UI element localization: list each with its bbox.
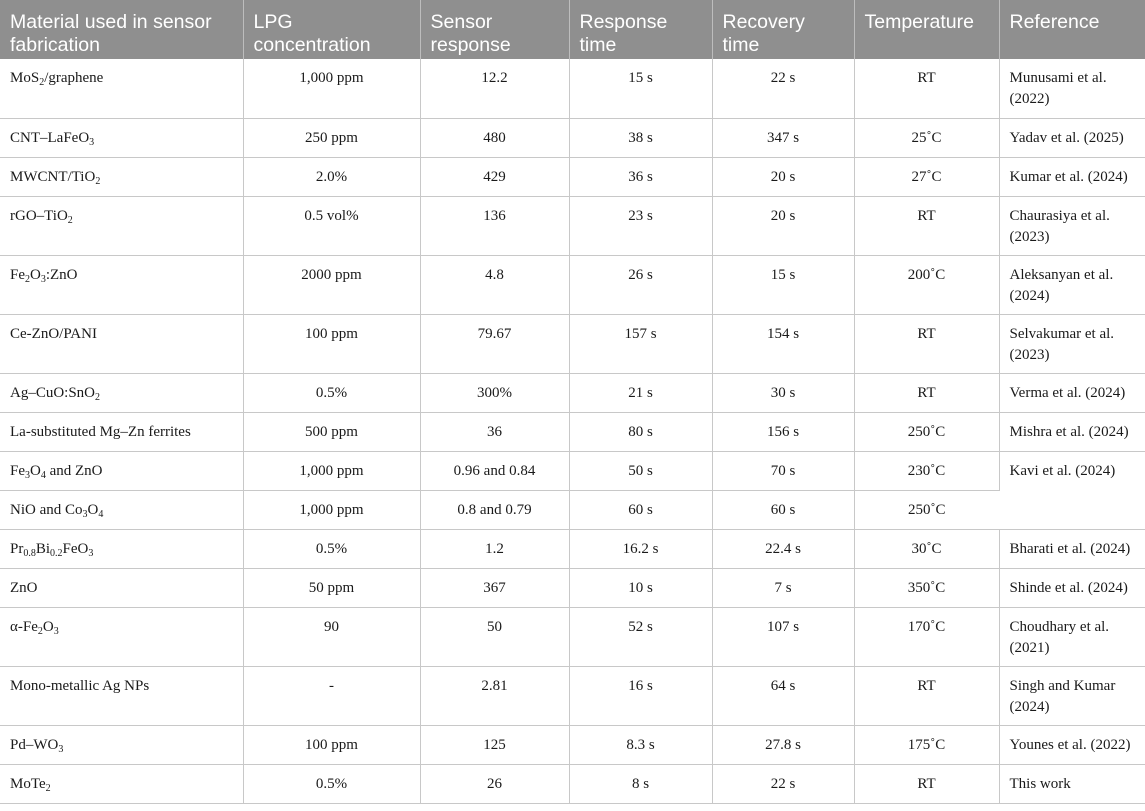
table-row [0, 118, 1145, 157]
cell-temperature: 230˚C [854, 451, 999, 490]
cell-reference: Aleksanyan et al. (2024) [999, 255, 1145, 314]
cell-response-time: 16.2 s [569, 529, 712, 568]
cell-lpg-concentration: 100 ppm [243, 314, 420, 373]
cell-response-time: 36 s [569, 157, 712, 196]
cell-reference: Bharati et al. (2024) [999, 529, 1145, 568]
cell-sensor-response: 300% [420, 373, 569, 412]
cell-recovery-time: 60 s [712, 490, 854, 529]
cell-response-time: 23 s [569, 196, 712, 255]
material-subscript: 3 [53, 625, 59, 637]
header-sensor-response: Sensor response [420, 0, 569, 59]
table-row [0, 607, 1145, 666]
material-text: O [42, 618, 54, 635]
material-subscript: 3 [89, 136, 95, 148]
material-subscript: 2 [39, 77, 45, 88]
cell-sensor-response: 2.81 [420, 666, 569, 725]
cell-temperature: 25˚C [854, 118, 999, 157]
cell-material [0, 373, 243, 412]
table-body [0, 59, 1145, 803]
cell-temperature: 27˚C [854, 157, 999, 196]
cell-reference: Selvakumar et al. (2023) [999, 314, 1145, 373]
cell-lpg-concentration: 1,000 ppm [243, 451, 420, 490]
cell-sensor-response: 0.96 and 0.84 [420, 451, 569, 490]
cell-recovery-time: 22 s [712, 59, 854, 118]
table-row [0, 490, 1145, 529]
cell-temperature: 250˚C [854, 412, 999, 451]
cell-response-time: 38 s [569, 118, 712, 157]
cell-recovery-time: 107 s [712, 607, 854, 666]
table-row [0, 451, 1145, 490]
table-row [0, 59, 1145, 118]
material-text: Fe [10, 266, 25, 283]
cell-temperature: 200˚C [854, 255, 999, 314]
material-text: O [30, 462, 41, 479]
material-subscript: 2 [67, 214, 73, 226]
material-subscript: 3 [40, 273, 46, 285]
cell-sensor-response: 429 [420, 157, 569, 196]
cell-material [0, 568, 243, 607]
cell-material [0, 118, 243, 157]
cell-lpg-concentration: 90 [243, 607, 420, 666]
material-text: Pd–WO [10, 736, 59, 753]
cell-reference: Chaurasiya et al. (2023) [999, 196, 1145, 255]
cell-recovery-time: 20 s [712, 157, 854, 196]
cell-recovery-time: 70 s [712, 451, 854, 490]
cell-reference: Younes et al. (2022) [999, 725, 1145, 764]
material-text: and ZnO [45, 462, 103, 479]
cell-response-time: 8.3 s [569, 725, 712, 764]
material-text: CNT–LaFeO [10, 129, 90, 146]
cell-temperature: RT [854, 59, 999, 118]
material-text: Ce-ZnO/PANI [10, 325, 97, 342]
cell-material [0, 451, 243, 490]
table-row [0, 412, 1145, 451]
material-text: MoTe [10, 775, 46, 792]
header-reference: Reference [999, 0, 1145, 59]
cell-recovery-time: 64 s [712, 666, 854, 725]
cell-recovery-time: 22.4 s [712, 529, 854, 568]
material-text: Mono-metallic Ag NPs [10, 677, 150, 694]
material-subscript: 3 [82, 508, 88, 520]
cell-recovery-time: 154 s [712, 314, 854, 373]
cell-sensor-response: 125 [420, 725, 569, 764]
material-text: Fe [10, 462, 25, 479]
table-row [0, 157, 1145, 196]
cell-temperature: 170˚C [854, 607, 999, 666]
cell-response-time: 26 s [569, 255, 712, 314]
cell-material [0, 490, 243, 529]
cell-temperature: 175˚C [854, 725, 999, 764]
header-lpg-concentration: LPG concentration [243, 0, 420, 59]
cell-material [0, 764, 243, 803]
cell-material [0, 157, 243, 196]
cell-sensor-response: 1.2 [420, 529, 569, 568]
material-text: α-Fe [10, 618, 38, 635]
cell-sensor-response: 79.67 [420, 314, 569, 373]
cell-material [0, 59, 243, 118]
cell-response-time: 16 s [569, 666, 712, 725]
cell-recovery-time: 22 s [712, 764, 854, 803]
cell-sensor-response: 480 [420, 118, 569, 157]
material-subscript: 3 [58, 743, 64, 755]
cell-sensor-response: 50 [420, 607, 569, 666]
cell-lpg-concentration: 0.5% [243, 529, 420, 568]
material-subscript: 4 [98, 508, 104, 520]
cell-lpg-concentration: 500 ppm [243, 412, 420, 451]
material-subscript: 3 [25, 469, 30, 481]
cell-recovery-time: 20 s [712, 196, 854, 255]
material-text: O [87, 501, 99, 518]
material-text: MWCNT/TiO [10, 168, 96, 185]
header-row [0, 0, 1145, 59]
material-subscript: 4 [40, 469, 46, 481]
material-subscript: 3 [88, 547, 94, 559]
cell-response-time: 50 s [569, 451, 712, 490]
cell-sensor-response: 36 [420, 412, 569, 451]
cell-reference: Choudhary et al. (2021) [999, 607, 1145, 666]
cell-material [0, 607, 243, 666]
cell-lpg-concentration: 50 ppm [243, 568, 420, 607]
table-row [0, 373, 1145, 412]
cell-response-time: 157 s [569, 314, 712, 373]
cell-material [0, 666, 243, 725]
cell-lpg-concentration: 2000 ppm [243, 255, 420, 314]
cell-reference: Shinde et al. (2024) [999, 568, 1145, 607]
cell-material [0, 314, 243, 373]
cell-response-time: 15 s [569, 59, 712, 118]
cell-lpg-concentration: 0.5% [243, 373, 420, 412]
table-row [0, 314, 1145, 373]
cell-recovery-time: 7 s [712, 568, 854, 607]
material-subscript: 2 [37, 625, 43, 637]
material-text: FeO [62, 540, 89, 557]
material-text: Ag–CuO:SnO [10, 384, 96, 401]
cell-sensor-response: 12.2 [420, 59, 569, 118]
material-subscript: 2 [95, 175, 101, 187]
cell-material [0, 255, 243, 314]
cell-response-time: 80 s [569, 412, 712, 451]
cell-recovery-time: 15 s [712, 255, 854, 314]
cell-temperature: RT [854, 314, 999, 373]
cell-reference: Kavi et al. (2024) [999, 451, 1145, 529]
cell-lpg-concentration: - [243, 666, 420, 725]
material-text: Bi [35, 540, 51, 557]
material-text: O [30, 266, 41, 283]
cell-material [0, 725, 243, 764]
material-text: /graphene [44, 70, 104, 86]
cell-recovery-time: 30 s [712, 373, 854, 412]
material-subscript: 2 [25, 273, 30, 285]
cell-recovery-time: 27.8 s [712, 725, 854, 764]
cell-reference: Kumar et al. (2024) [999, 157, 1145, 196]
cell-material [0, 529, 243, 568]
material-subscript: 0.2 [50, 547, 63, 559]
material-subscript: 0.8 [23, 547, 36, 559]
header-material: Material used in sensor fabrication [0, 0, 243, 59]
cell-response-time: 8 s [569, 764, 712, 803]
cell-sensor-response: 367 [420, 568, 569, 607]
cell-sensor-response: 4.8 [420, 255, 569, 314]
cell-reference: Verma et al. (2024) [999, 373, 1145, 412]
table-row [0, 255, 1145, 314]
header-recovery-time: Recovery time [712, 0, 854, 59]
cell-temperature: 250˚C [854, 490, 999, 529]
cell-recovery-time: 156 s [712, 412, 854, 451]
header-temperature: Temperature [854, 0, 999, 59]
cell-lpg-concentration: 0.5 vol% [243, 196, 420, 255]
material-text: :ZnO [45, 266, 78, 283]
cell-lpg-concentration: 250 ppm [243, 118, 420, 157]
cell-lpg-concentration: 1,000 ppm [243, 59, 420, 118]
material-text: Pr [10, 540, 24, 557]
material-subscript: 2 [95, 391, 101, 403]
material-text: rGO–TiO [10, 207, 68, 224]
cell-recovery-time: 347 s [712, 118, 854, 157]
material-subscript: 2 [45, 782, 51, 794]
cell-response-time: 21 s [569, 373, 712, 412]
cell-lpg-concentration: 100 ppm [243, 725, 420, 764]
cell-temperature: RT [854, 373, 999, 412]
cell-material [0, 196, 243, 255]
cell-reference: Yadav et al. (2025) [999, 118, 1145, 157]
header-response-time: Response time [569, 0, 712, 59]
cell-reference: Singh and Kumar (2024) [999, 666, 1145, 725]
cell-reference: Munusami et al. (2022) [999, 59, 1145, 118]
cell-temperature: RT [854, 764, 999, 803]
table-row [0, 529, 1145, 568]
table-row [0, 764, 1145, 803]
cell-temperature: RT [854, 196, 999, 255]
material-text: MoS [10, 70, 40, 86]
cell-temperature: 30˚C [854, 529, 999, 568]
material-text: La-substituted Mg–Zn ferrites [10, 423, 191, 440]
table-row [0, 568, 1145, 607]
cell-lpg-concentration: 1,000 ppm [243, 490, 420, 529]
cell-lpg-concentration: 0.5% [243, 764, 420, 803]
cell-sensor-response: 136 [420, 196, 569, 255]
table-header [0, 0, 1145, 59]
table-row [0, 666, 1145, 725]
cell-material [0, 412, 243, 451]
cell-temperature: 350˚C [854, 568, 999, 607]
cell-sensor-response: 26 [420, 764, 569, 803]
table-row [0, 725, 1145, 764]
table-row [0, 196, 1145, 255]
cell-response-time: 52 s [569, 607, 712, 666]
cell-reference: Mishra et al. (2024) [999, 412, 1145, 451]
material-text: ZnO [10, 579, 38, 596]
cell-response-time: 10 s [569, 568, 712, 607]
cell-reference: This work [999, 764, 1145, 803]
cell-response-time: 60 s [569, 490, 712, 529]
cell-sensor-response: 0.8 and 0.79 [420, 490, 569, 529]
cell-temperature: RT [854, 666, 999, 725]
cell-lpg-concentration: 2.0% [243, 157, 420, 196]
material-text: NiO and Co [10, 501, 83, 518]
